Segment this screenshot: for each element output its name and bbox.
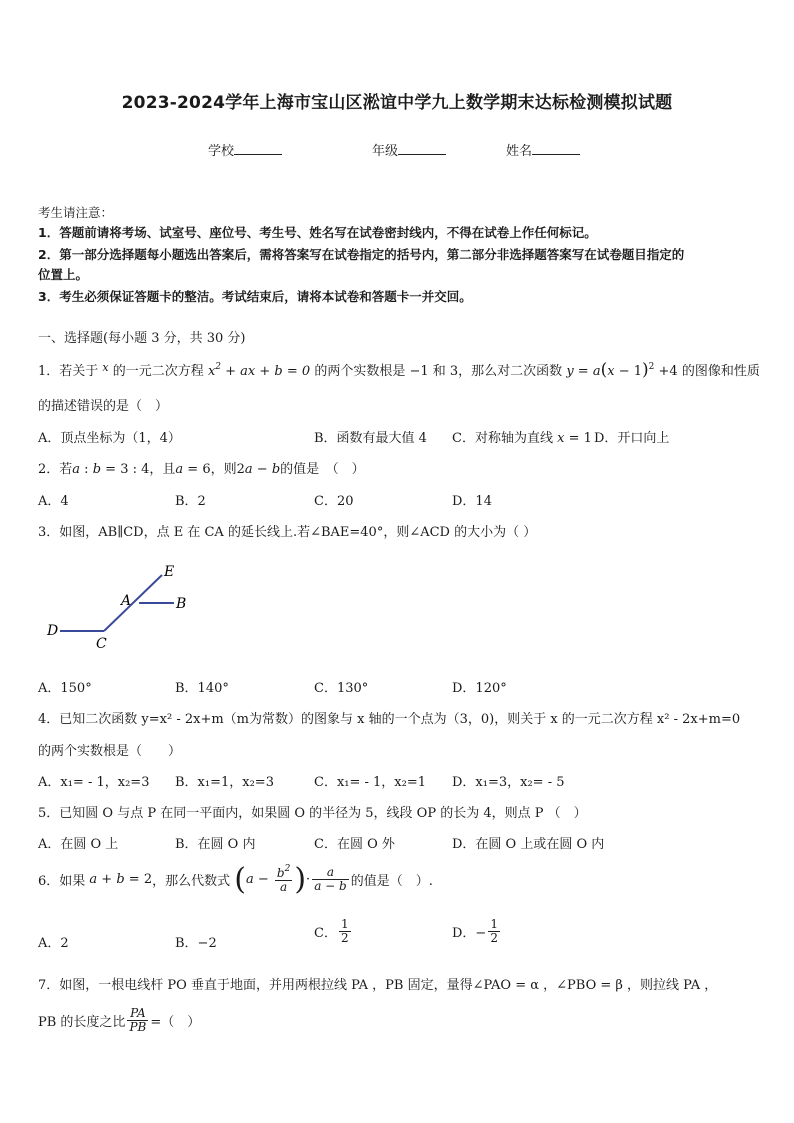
name-field — [506, 140, 580, 159]
grade-blank — [398, 142, 446, 155]
notice-item-3: 3．考生必须保证答题卡的整洁。考试结束后，请将本试卷和答题卡一并交回。 — [38, 289, 472, 304]
q2-stem: 2．若a : b = 3 : 4，且a = 6，则2a − b的值是 （ ） — [38, 462, 365, 477]
q1-option-a[interactable]: A．顶点坐标为（1，4） — [38, 431, 181, 446]
q6-option-b[interactable]: B．−2 — [175, 936, 217, 951]
q4-option-b[interactable]: B．x₁=1，x₂=3 — [175, 775, 274, 790]
q1-stem-line2: 的描述错误的是（ ） — [38, 399, 169, 414]
q7-stem-line1: 7．如图，一根电线杆 PO 垂直于地面，并用两根拉线 PA ，PB 固定，量得∠PAO = α ，∠PBO = β ，则拉线 PA ， — [38, 978, 718, 993]
name-label: 姓名 — [506, 144, 533, 159]
label-e: E — [164, 564, 175, 580]
q2-option-d[interactable]: D．14 — [452, 494, 492, 509]
q6-option-c[interactable]: C． $\frac{1}{2}$ — [314, 917, 349, 946]
q3-option-a[interactable]: A．150° — [38, 681, 92, 696]
q6-stem: 6．如果 a + b = 2，那么代数式 (a − $\frac{b^2}{a}$ )· $\frac{a}{a - b}$ 的值是（ ）. — [38, 862, 433, 897]
name-blank — [532, 142, 580, 155]
section-heading: 一、选择题(每小题 3 分，共 30 分) — [38, 331, 246, 346]
label-a: A — [121, 593, 132, 609]
q7-stem-line2: PB 的长度之比 $\frac{PA}{PB}$ =（ ） — [38, 1006, 201, 1035]
q2-option-a[interactable]: A．4 — [38, 494, 69, 509]
school-label: 学校 — [208, 144, 235, 159]
q3-option-c[interactable]: C．130° — [314, 681, 369, 696]
q5-option-a[interactable]: A．在圆 O 上 — [38, 837, 119, 852]
q4-stem-line1: 4．已知二次函数 y=x² - 2x+m（m为常数）的图象与 x 轴的一个点为（3，0)，则关于 x 的一元二次方程 x² - 2x+m=0 — [38, 712, 741, 727]
notice-item-2-cont: 位置上。 — [38, 267, 89, 282]
q2-option-c[interactable]: C．20 — [314, 494, 354, 509]
school-blank — [234, 142, 282, 155]
q3-figure — [40, 558, 200, 658]
q1-stem-line1: 1．若关于 $^x$ 的一元二次方程 $x^2$ + ax + b = 0 的两个实数根是 −1 和 3，那么对二次函数 $y = a(x - 1)^2 +4$ 的图像和性质 — [38, 360, 760, 380]
grade-field — [372, 140, 446, 159]
q2-option-b[interactable]: B．2 — [175, 494, 206, 509]
q4-option-a[interactable]: A．x₁= - 1，x₂=3 — [38, 775, 150, 790]
q5-option-b[interactable]: B．在圆 O 内 — [175, 837, 256, 852]
page-title: 2023-2024学年上海市宝山区淞谊中学九上数学期末达标检测模拟试题 — [121, 93, 673, 113]
q4-option-c[interactable]: C．x₁= - 1，x₂=1 — [314, 775, 427, 790]
q6-option-d[interactable]: D．− $\frac{1}{2}$ — [452, 917, 498, 946]
q3-option-d[interactable]: D．120° — [452, 681, 507, 696]
q3-option-b[interactable]: B．140° — [175, 681, 229, 696]
q6-option-a[interactable]: A．2 — [38, 936, 69, 951]
q1-option-d[interactable]: D．开口向上 — [594, 431, 670, 446]
school-field — [208, 140, 282, 159]
q5-option-c[interactable]: C．在圆 O 外 — [314, 837, 395, 852]
notice-item-1: 1．答题前请将考场、试室号、座位号、考生号、姓名写在试卷密封线内，不得在试卷上作任何标记。 — [38, 225, 597, 240]
label-b: B — [176, 596, 187, 612]
q5-stem: 5．已知圆 O 与点 P 在同一平面内，如果圆 O 的半径为 5，线段 OP 的长为 4，则点 P （ ） — [38, 806, 587, 821]
q5-option-d[interactable]: D．在圆 O 上或在圆 O 内 — [452, 837, 605, 852]
q1-option-b[interactable]: B．函数有最大值 4 — [314, 431, 427, 446]
q4-option-d[interactable]: D．x₁=3，x₂= - 5 — [452, 775, 565, 790]
label-c: C — [96, 636, 107, 652]
q4-stem-line2: 的两个实数根是（ ） — [38, 744, 182, 759]
notice-heading: 考生请注意： — [38, 205, 114, 220]
q1-option-c[interactable]: C．对称轴为直线 x = 1 — [452, 431, 592, 446]
label-d: D — [47, 623, 59, 639]
q3-stem: 3．如图，AB∥CD，点 E 在 CA 的延长线上.若∠BAE=40°，则∠ACD 的大小为（ ） — [38, 525, 537, 540]
grade-label: 年级 — [372, 144, 399, 159]
notice-item-2: 2．第一部分选择题每小题选出答案后，需将答案写在试卷指定的括号内，第二部分非选择题答案写在试卷题目指定的 — [38, 247, 685, 262]
